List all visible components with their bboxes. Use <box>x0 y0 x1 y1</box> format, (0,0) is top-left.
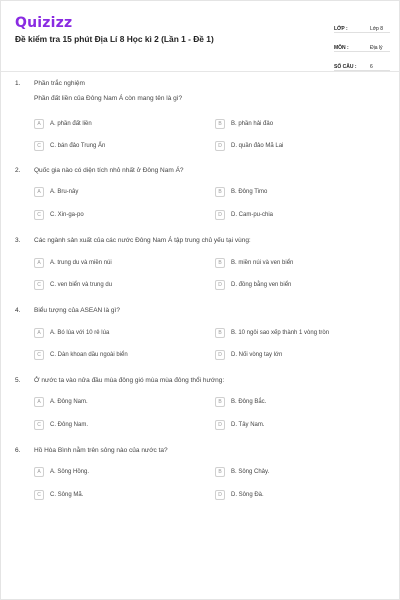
option-c[interactable] <box>34 140 105 152</box>
option-text: D. Nối vòng tay lớn <box>231 352 283 358</box>
option-text: A. phần đất liền <box>50 121 92 127</box>
option-text: A. trung du và miền núi <box>50 260 112 266</box>
option-a[interactable] <box>34 257 112 269</box>
option-text: C. Sông Mã. <box>50 492 84 498</box>
option-letter-box: C <box>34 420 44 430</box>
option-letter-box: B <box>215 467 225 477</box>
option-a[interactable] <box>34 327 109 339</box>
option-letter-box: A <box>34 187 44 197</box>
question-text: Hồ Hòa Bình nằm trên sông nào của nước ta? <box>34 447 168 454</box>
option-text: B. Đông Bắc. <box>231 399 267 405</box>
meta-count-value: 6 <box>370 64 373 70</box>
question-number: 4. <box>15 307 21 314</box>
meta-count-label: SỐ CÂU : <box>334 64 357 70</box>
option-text: A. Bru-nây <box>50 189 79 195</box>
option-letter-box: A <box>34 467 44 477</box>
option-d[interactable] <box>215 349 282 361</box>
option-letter-box: C <box>34 280 44 290</box>
option-text: D. Tây Nam. <box>231 422 265 428</box>
option-letter-box: B <box>215 397 225 407</box>
option-text: D. đồng bằng ven biển <box>231 282 292 288</box>
option-d[interactable] <box>215 140 283 152</box>
option-c[interactable] <box>34 489 83 501</box>
option-d[interactable] <box>215 489 264 501</box>
option-b[interactable] <box>215 396 266 408</box>
option-b[interactable] <box>215 466 269 478</box>
option-letter-box: C <box>34 490 44 500</box>
section-heading: Phần trắc nghiệm <box>34 80 85 87</box>
question-text: Các ngành sản xuất của các nước Đông Nam Á tập trung chủ yếu tại vùng: <box>34 237 251 244</box>
option-text: A. Bó lúa với 10 rẻ lúa <box>50 330 110 336</box>
option-text: C. ven biển và trung du <box>50 282 113 288</box>
option-d[interactable] <box>215 209 273 221</box>
option-text: B. phần hải đảo <box>231 121 274 127</box>
question-text: Phần đất liền của Đông Nam Á còn mang tên là gì? <box>34 95 183 102</box>
option-text: D. quần đảo Mã Lai <box>231 143 284 149</box>
option-letter-box: D <box>215 210 225 220</box>
option-letter-box: A <box>34 328 44 338</box>
option-text: A. Sông Hồng. <box>50 469 90 475</box>
option-letter-box: B <box>215 258 225 268</box>
question-number: 3. <box>15 237 21 244</box>
option-text: B. 10 ngôi sao xếp thành 1 vòng tròn <box>231 330 330 336</box>
option-letter-box: C <box>34 350 44 360</box>
option-a[interactable] <box>34 186 78 198</box>
option-c[interactable] <box>34 279 112 291</box>
question-number: 1. <box>15 80 21 87</box>
meta-count-row <box>334 54 390 71</box>
option-d[interactable] <box>215 279 291 291</box>
quizizz-logo: Quizizz <box>15 15 73 31</box>
meta-subject-value: Địa lý <box>370 45 383 51</box>
option-text: B. Sông Chảy. <box>231 469 270 475</box>
option-letter-box: D <box>215 420 225 430</box>
option-letter-box: A <box>34 119 44 129</box>
option-letter-box: C <box>34 141 44 151</box>
option-text: D. Cam-pu-chia <box>231 212 274 218</box>
header-divider <box>1 71 399 72</box>
option-a[interactable] <box>34 396 88 408</box>
meta-class-value: Lớp 8 <box>370 26 384 32</box>
option-text: C. Xin-ga-po <box>50 212 84 218</box>
option-text: D. Sông Đà. <box>231 492 264 498</box>
meta-subject-label: MÔN : <box>334 45 349 51</box>
question-text: Ở nước ta vào nửa đầu mùa đông gió mùa mùa đông thổi hướng: <box>34 377 225 384</box>
option-text: B. Đông Timo <box>231 189 268 195</box>
question-number: 2. <box>15 167 21 174</box>
option-text: C. Đông Nam. <box>50 422 89 428</box>
meta-subject-row <box>334 35 390 52</box>
option-b[interactable] <box>215 327 329 339</box>
question-number: 6. <box>15 447 21 454</box>
question-text: Biểu tượng của ASEAN là gì? <box>34 307 120 314</box>
option-text: C. Dàn khoan dầu ngoài biển <box>50 352 128 358</box>
option-letter-box: A <box>34 397 44 407</box>
option-letter-box: D <box>215 350 225 360</box>
option-text: C. bán đảo Trung Ấn <box>50 143 106 149</box>
option-text: B. miền núi và ven biển <box>231 260 294 266</box>
worksheet-title: Đề kiểm tra 15 phút Địa Lí 8 Học kì 2 (Lần 1 - Đề 1) <box>15 34 214 44</box>
option-c[interactable] <box>34 419 88 431</box>
question-text: Quốc gia nào có diện tích nhỏ nhất ở Đông Nam Á? <box>34 167 184 174</box>
option-c[interactable] <box>34 349 128 361</box>
option-letter-box: D <box>215 490 225 500</box>
option-a[interactable] <box>34 466 89 478</box>
option-letter-box: C <box>34 210 44 220</box>
option-b[interactable] <box>215 186 267 198</box>
worksheet-meta <box>334 16 390 73</box>
question-number: 5. <box>15 377 21 384</box>
meta-class-row <box>334 16 390 33</box>
option-letter-box: D <box>215 141 225 151</box>
option-letter-box: B <box>215 119 225 129</box>
option-a[interactable] <box>34 118 92 130</box>
option-letter-box: A <box>34 258 44 268</box>
worksheet-header <box>1 1 399 70</box>
option-letter-box: B <box>215 187 225 197</box>
option-letter-box: D <box>215 280 225 290</box>
option-letter-box: B <box>215 328 225 338</box>
option-c[interactable] <box>34 209 84 221</box>
option-b[interactable] <box>215 118 273 130</box>
option-text: A. Đông Nam. <box>50 399 88 405</box>
meta-class-label: LỚP : <box>334 26 348 32</box>
option-d[interactable] <box>215 419 265 431</box>
option-b[interactable] <box>215 257 293 269</box>
